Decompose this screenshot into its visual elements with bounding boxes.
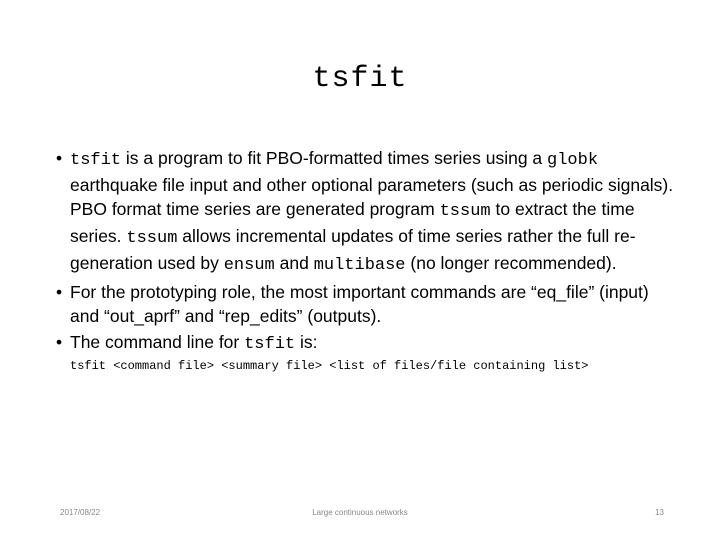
footer-page-number: 13 [655, 508, 664, 517]
bullet-text: is: [295, 332, 318, 352]
bullet-text: allows incremental updates of time series rather the full re-generation used by [70, 226, 636, 273]
code-term: tssum [126, 229, 178, 248]
bullet-text: For the prototyping role, the most important commands are “eq_file” (input) and “out_aprf” and “rep_edits” (outputs). [70, 282, 649, 326]
bullet-text: to extract the time series. [70, 199, 635, 246]
bullet-text: The command line for [70, 332, 245, 352]
bullet-text: is a program to fit PBO-formatted times series using a [121, 148, 548, 168]
code-term: tssum [439, 202, 491, 221]
code-term: ensum [223, 256, 275, 275]
code-term: multibase [313, 256, 406, 275]
footer-title: Large continuous networks [312, 508, 408, 517]
bullet-list [52, 146, 682, 357]
code-term: globk [547, 151, 599, 170]
bullet-item [52, 330, 682, 357]
bullet-item [52, 146, 682, 278]
bullet-marker: • [56, 148, 63, 168]
code-term: tsfit [244, 335, 296, 354]
bullet-marker: • [56, 332, 63, 352]
bullet-marker: • [56, 282, 63, 302]
bullet-text: (no longer recommended). [405, 253, 617, 273]
command-line-example: tsfit <command file> <summary file> <list of files/file containing list> [70, 359, 589, 373]
bullet-item [52, 280, 682, 328]
code-term: tsfit [70, 151, 122, 170]
bullet-text: and [274, 253, 314, 273]
footer-date: 2017/08/22 [60, 508, 101, 517]
bullet-text: earthquake file input and other optional parameters (such as periodic signals). PBO format time series are generated program [70, 175, 674, 219]
slide-title: tsfit [312, 62, 408, 96]
slide-body [52, 146, 682, 373]
